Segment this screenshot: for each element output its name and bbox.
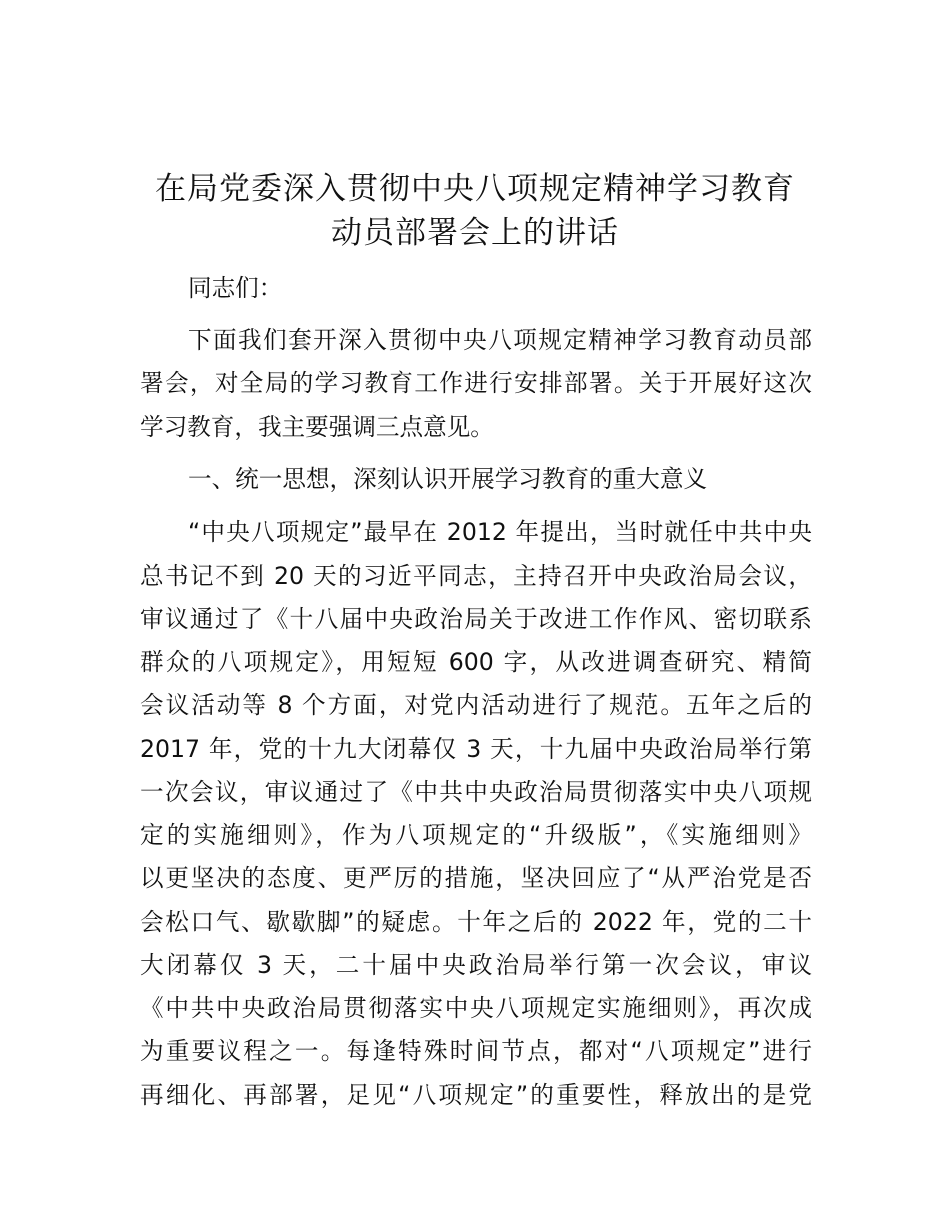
- body-line: 再细化、再部署，足见“八项规定”的重要性，释放出的是党: [140, 1081, 812, 1109]
- body-line: 以更坚决的态度、更严厉的措施，坚决回应了“从严治党是否: [140, 864, 812, 892]
- body-line: 总书记不到 20 天的习近平同志，主持召开中央政治局会议，: [140, 562, 812, 590]
- body-line: 审议通过了《十八届中央政治局关于改进工作作风、密切联系: [140, 605, 812, 633]
- intro-line: 下面我们套开深入贯彻中央八项规定精神学习教育动员部: [188, 326, 812, 354]
- body-line: “中央八项规定”最早在 2012 年提出，当时就任中共中央: [188, 518, 812, 546]
- document-title-line-2: 动员部署会上的讲话: [331, 215, 619, 251]
- body-line: 《中共中央政治局贯彻落实中央八项规定实施细则》，再次成: [140, 994, 812, 1022]
- body-line: 群众的八项规定》，用短短 600 字，从改进调查研究、精简: [140, 648, 812, 676]
- section-heading-1: 一、统一思想，深刻认识开展学习教育的重大意义: [188, 465, 708, 493]
- salutation: 同志们：: [188, 274, 283, 302]
- body-line: 定的实施细则》，作为八项规定的“升级版”，《实施细则》: [140, 821, 812, 849]
- document-title-line-1: 在局党委深入贯彻中央八项规定精神学习教育: [155, 171, 795, 207]
- intro-line: 署会，对全局的学习教育工作进行安排部署。关于开展好这次: [140, 369, 812, 397]
- intro-line: 学习教育，我主要强调三点意见。: [140, 413, 494, 441]
- body-line: 2017 年，党的十九大闭幕仅 3 天，十九届中央政治局举行第: [140, 735, 812, 763]
- body-line: 会松口气、歇歇脚”的疑虑。十年之后的 2022 年，党的二十: [140, 908, 812, 936]
- body-line: 会议活动等 8 个方面，对党内活动进行了规范。五年之后的: [140, 691, 812, 719]
- body-line: 一次会议，审议通过了《中共中央政治局贯彻落实中央八项规: [140, 778, 812, 806]
- body-line: 为重要议程之一。每逢特殊时间节点，都对“八项规定”进行: [140, 1037, 812, 1065]
- body-line: 大闭幕仅 3 天，二十届中央政治局举行第一次会议，审议: [140, 951, 812, 979]
